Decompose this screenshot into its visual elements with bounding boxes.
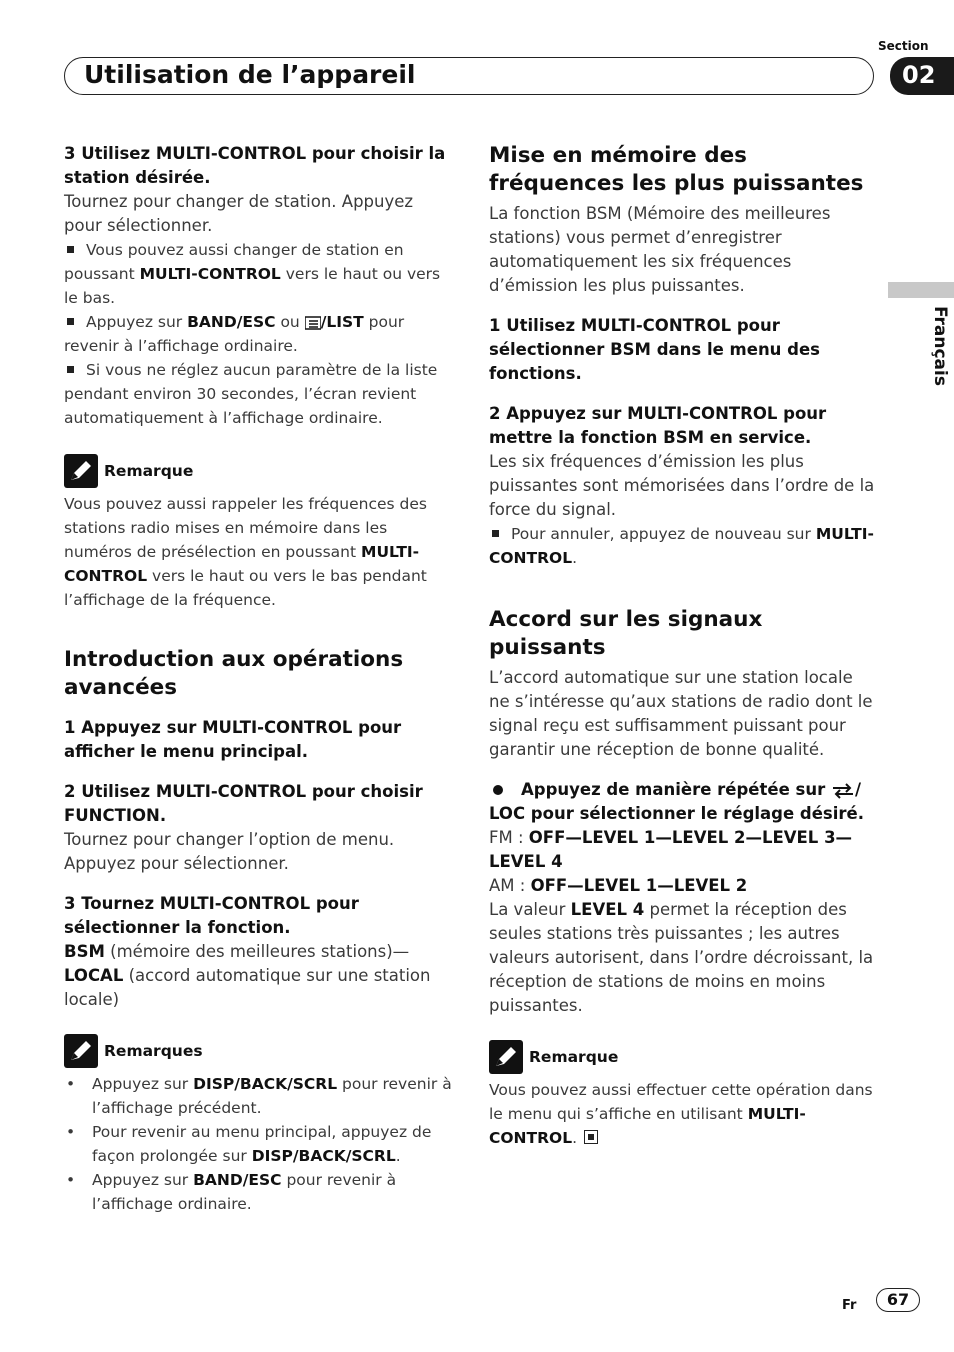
step-2-enable-bsm-text: Les six fréquences d’émission les plus puissantes sont mémorisées dans l’ordre de la force du signal. bbox=[489, 452, 875, 519]
step-2-function-text: Tournez pour changer l’option de menu. Appuyez pour sélectionner. bbox=[64, 830, 395, 873]
remark-header: Remarque bbox=[489, 1040, 875, 1074]
language-tab-marker bbox=[888, 282, 954, 298]
circle-bullet-icon bbox=[493, 785, 503, 795]
list-item: • Pour revenir au menu principal, appuyez de façon prolongée sur DISP/BACK/SCRL. bbox=[66, 1123, 432, 1165]
local-intro: L’accord automatique sur une station locale ne s’intéresse qu’aux stations de radio dont le signal reçu est suffisamment puissant pour garantir une réception de bonne qualité. bbox=[489, 668, 873, 759]
right-column bbox=[489, 142, 875, 1150]
square-bullet-icon bbox=[67, 318, 74, 325]
square-bullet-icon bbox=[492, 530, 499, 537]
level4-description: La valeur LEVEL 4 permet la réception des seules stations très puissantes ; les autres valeurs autorisent, dans l’ordre décroissant, la réception de stations de moins en moins puissantes. bbox=[489, 900, 874, 1015]
cancel-note: Pour annuler, appuyez de nouveau sur MULTI-CONTROL. bbox=[489, 525, 874, 567]
bullet-item: Appuyez sur BAND/ESC ou /LIST pour revenir à l’affichage ordinaire. bbox=[64, 313, 405, 355]
heading-local: Accord sur les signaux puissants bbox=[489, 607, 763, 660]
end-mark-icon bbox=[584, 1130, 598, 1144]
square-bullet-icon bbox=[67, 366, 74, 373]
footer-language: Fr bbox=[842, 1298, 857, 1313]
heading-introduction: Introduction aux opérations avancées bbox=[64, 647, 404, 700]
fm-levels: FM : OFF—LEVEL 1—LEVEL 2—LEVEL 3— LEVEL 4 bbox=[489, 828, 853, 871]
step-1-main-menu: 1 Appuyez sur MULTI-CONTROL pour afficher le menu principal. bbox=[64, 718, 402, 761]
list-item: • Appuyez sur DISP/BACK/SCRL pour revenir à l’affichage précédent. bbox=[66, 1075, 452, 1117]
remarks-list bbox=[64, 1072, 454, 1216]
heading-bsm: Mise en mémoire des fréquences les plus puissantes bbox=[489, 143, 864, 196]
language-tab-label: Français bbox=[930, 306, 950, 386]
remark-text: Vous pouvez aussi rappeler les fréquences des stations radio mises en mémoire dans les numéros de présélection en poussant MULTI-CONTROL vers le haut ou vers le bas pendant l’affichage de la fréquence. bbox=[64, 495, 427, 609]
page-title: Utilisation de l’appareil bbox=[84, 60, 416, 89]
list-icon bbox=[305, 316, 321, 330]
page-number: 67 bbox=[876, 1288, 920, 1312]
repeat-arrows-icon bbox=[831, 783, 855, 799]
note-pencil-icon bbox=[64, 1034, 98, 1068]
remarks-header: Remarques bbox=[64, 1034, 454, 1068]
bullet-item: Vous pouvez aussi changer de station en poussant MULTI-CONTROL vers le haut ou vers le bas. bbox=[64, 241, 441, 307]
section-label: Section bbox=[878, 39, 929, 53]
step-2-function: 2 Utilisez MULTI-CONTROL pour choisir FUNCTION. bbox=[64, 782, 423, 825]
square-bullet-icon bbox=[67, 246, 74, 253]
note-pencil-icon bbox=[64, 454, 98, 488]
step-1-select-bsm: 1 Utilisez MULTI-CONTROL pour sélectionner BSM dans le menu des fonctions. bbox=[489, 316, 820, 383]
function-options: BSM (mémoire des meilleures stations)— LOCAL (accord automatique sur une station locale) bbox=[64, 942, 431, 1009]
note-pencil-icon bbox=[489, 1040, 523, 1074]
bsm-intro: La fonction BSM (Mémoire des meilleures stations) vous permet d’enregistrer automatiquement les six fréquences d’émission les plus puissantes. bbox=[489, 204, 831, 295]
remark-header: Remarque bbox=[64, 454, 454, 488]
step-3-choose-station-text: Tournez pour changer de station. Appuyez pour sélectionner. bbox=[64, 192, 414, 235]
remark-text: Vous pouvez aussi effectuer cette opération dans le menu qui s’affiche en utilisant MULTI-CONTROL. bbox=[489, 1081, 873, 1147]
step-repeat-loc: Appuyez de manière répétée sur / LOC pour sélectionner le réglage désiré. bbox=[489, 780, 865, 823]
bullet-item: Si vous ne réglez aucun paramètre de la liste pendant environ 30 secondes, l’écran revient automatiquement à l’affichage ordinaire. bbox=[64, 361, 438, 427]
list-item: • Appuyez sur BAND/ESC pour revenir à l’affichage ordinaire. bbox=[66, 1171, 397, 1213]
step-3-select-function: 3 Tournez MULTI-CONTROL pour sélectionner la fonction. bbox=[64, 894, 359, 937]
am-levels: AM : OFF—LEVEL 1—LEVEL 2 bbox=[489, 876, 748, 895]
section-number-badge: 02 bbox=[890, 57, 954, 95]
step-3-choose-station: 3 Utilisez MULTI-CONTROL pour choisir la station désirée. bbox=[64, 144, 446, 187]
left-column bbox=[64, 142, 454, 1216]
step-2-enable-bsm: 2 Appuyez sur MULTI-CONTROL pour mettre la fonction BSM en service. bbox=[489, 404, 827, 447]
